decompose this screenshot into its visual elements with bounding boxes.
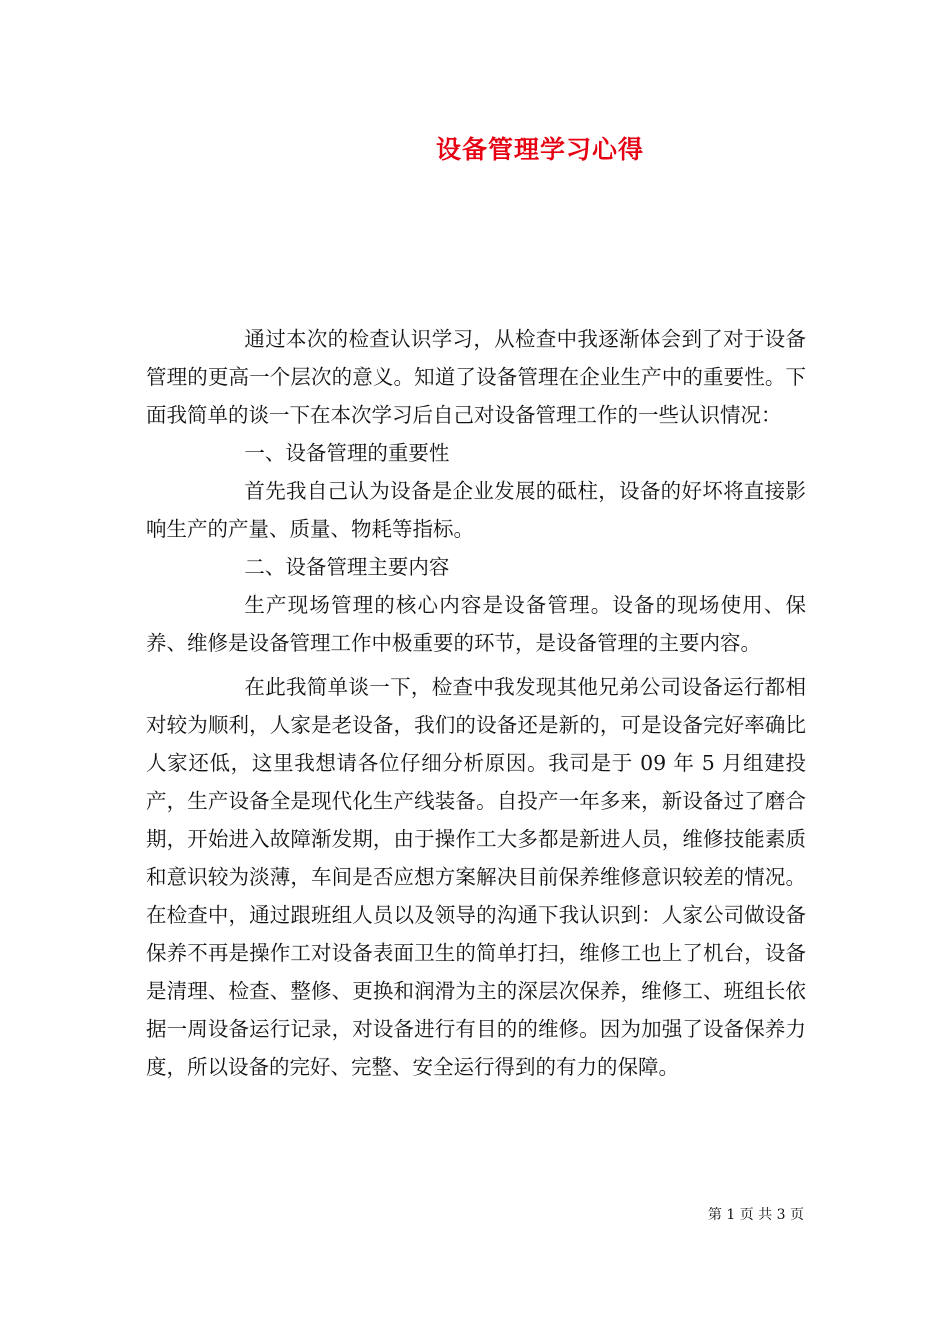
page-number: 第 1 页 共 3 页	[707, 1207, 804, 1223]
section-heading-importance: 一、设备管理的重要性	[244, 441, 450, 465]
paragraph-main-content: 生产现场管理的核心内容是设备管理。设备的现场使用、保养、维修是设备管理工作中极重要的环节，是设备管理的主要内容。	[146, 593, 806, 655]
paragraph-intro: 通过本次的检查认识学习，从检查中我逐渐体会到了对于设备管理的更高一个层次的意义。知道了设备管理在企业生产中的重要性。下面我简单的谈一下在本次学习后自己对设备管理工作的一些认识情况：	[146, 327, 806, 427]
paragraph-importance: 首先我自己认为设备是企业发展的砥柱，设备的好坏将直接影响生产的产量、质量、物耗等指标。	[146, 479, 806, 541]
paragraph-analysis: 在此我简单谈一下，检查中我发现其他兄弟公司设备运行都相对较为顺利，人家是老设备，我们的设备还是新的，可是设备完好率确比人家还低，这里我想请各位仔细分析原因。我司是于 09 年 5 月组建投产，生产设备全是现代化生产线装备。自投产一年多来，新设备过了磨合期，开始进入故障渐发期，由于操作工大多都是新进人员，维修技能素质和意识较为淡薄，车间是否应想方案解决目前保养维修意识较差的情况。在检查中，通过跟班组人员以及领导的沟通下我认识到：人家公司做设备保养不再是操作工对设备表面卫生的简单打扫，维修工也上了机台，设备是清理、检查、整修、更换和润滑为主的深层次保养，维修工、班组长依据一周设备运行记录，对设备进行有目的的维修。因为加强了设备保养力度，所以设备的完好、完整、安全运行得到的有力的保障。	[146, 675, 806, 1079]
document-title: 设备管理学习心得	[435, 135, 644, 164]
document-body	[146, 320, 806, 1086]
section-heading-main-content: 二、设备管理主要内容	[244, 555, 450, 579]
